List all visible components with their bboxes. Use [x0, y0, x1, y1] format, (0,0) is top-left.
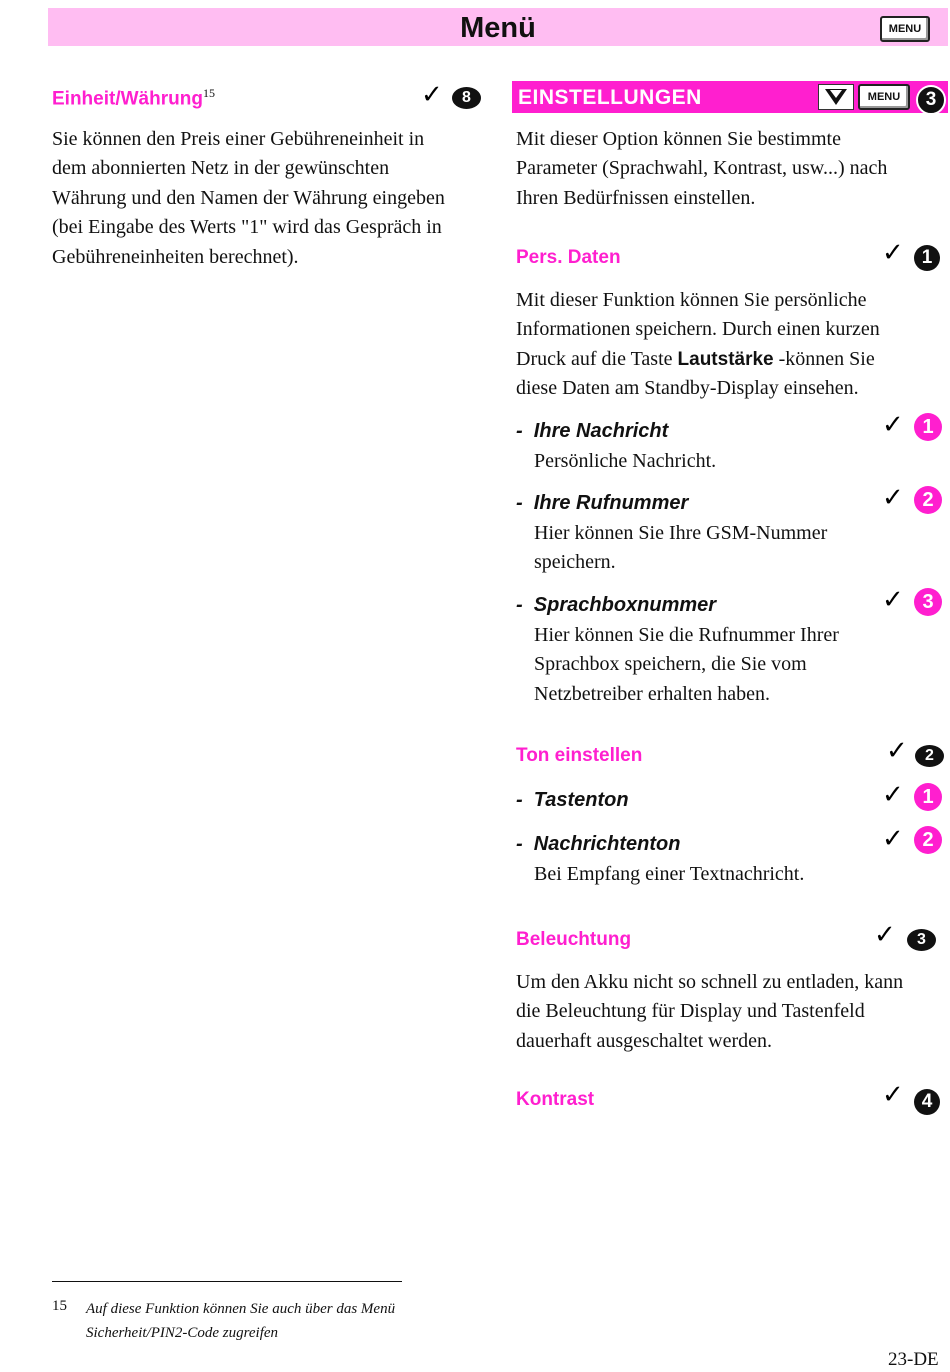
text-line: Sie können den Preis einer Gebühreneinheit in — [52, 128, 425, 150]
nav-down-key-icon — [818, 84, 854, 110]
text-line: Netzbetreiber erhalten haben. — [534, 682, 770, 705]
text-line: Währung und den Namen der Währung eingeben — [52, 186, 445, 209]
beleuchtung-paragraph — [516, 968, 946, 1056]
heading-ton-einstellen: Ton einstellen — [516, 745, 643, 766]
item-description — [534, 621, 839, 709]
text-line: dauerhaft ausgeschaltet werden. — [516, 1029, 772, 1052]
item-nachrichtenton — [516, 833, 680, 856]
item-dash: - — [516, 420, 523, 442]
text-line: Hier können Sie die Rufnummer Ihrer — [534, 624, 839, 646]
text-line: Sprachbox speichern, die Sie vom — [534, 653, 807, 676]
text-line: Gebühreneinheiten berechnet). — [52, 245, 299, 268]
item-title: Ihre Nachricht — [533, 420, 669, 442]
number-2-pink-icon: 2 — [914, 486, 942, 514]
check-icon: ✓ — [882, 780, 904, 810]
item-description — [534, 519, 827, 578]
text-line: (bei Eingabe des Werts "1" wird das Gespräch in — [52, 216, 442, 239]
item-description: Persönliche Nachricht. — [534, 450, 717, 472]
text-line: speichern. — [534, 551, 616, 574]
item-title: Tastenton — [533, 789, 629, 811]
footnote-divider — [52, 1281, 402, 1282]
text-line: Hier können Sie Ihre GSM-Nummer — [534, 522, 828, 544]
check-icon: ✓ — [874, 920, 896, 950]
text-line: Mit dieser Funktion können Sie persönliche — [516, 289, 867, 311]
text-line: Auf diese Funktion können Sie auch über das Menü — [86, 1301, 396, 1317]
heading-label: Einheit/Währung — [52, 88, 203, 110]
item-dash: - — [516, 789, 523, 811]
check-icon: ✓ — [882, 238, 904, 268]
heading-einheit-waehrung — [52, 86, 215, 110]
number-2-pink-icon: 2 — [914, 826, 942, 854]
text-fragment: -können Sie — [773, 347, 875, 370]
text-line: Sicherheit/PIN2-Code zugreifen — [86, 1325, 279, 1341]
item-title: Ihre Rufnummer — [533, 492, 689, 514]
menu-key-icon: MENU — [858, 84, 910, 110]
page-number: 23-DE — [888, 1349, 939, 1370]
number-3-icon: 3 — [907, 929, 936, 951]
heading-pers-daten: Pers. Daten — [516, 247, 621, 268]
check-icon: ✓ — [886, 736, 908, 766]
item-description: Bei Empfang einer Textnachricht. — [534, 863, 805, 885]
number-1-pink-icon: 1 — [914, 783, 942, 811]
check-icon: ✓ — [882, 824, 904, 854]
item-dash: - — [516, 594, 523, 616]
footnote-ref: 15 — [202, 86, 215, 100]
check-icon: ✓ — [882, 1080, 904, 1110]
text-line: Um den Akku nicht so schnell zu entladen, kann — [516, 971, 904, 993]
number-3-icon: 3 — [916, 85, 946, 115]
heading-kontrast: Kontrast — [516, 1089, 595, 1110]
text-line: Mit dieser Option können Sie bestimmte — [516, 128, 841, 150]
text-line: die Beleuchtung für Display und Tastenfeld — [516, 1000, 865, 1023]
key-name-lautstaerke: Lautstärke — [677, 348, 774, 370]
einheit-paragraph — [52, 125, 492, 272]
down-arrow-icon — [819, 85, 853, 109]
item-dash: - — [516, 833, 523, 855]
section-title: EINSTELLUNGEN — [518, 86, 702, 109]
text-line: Informationen speichern. Durch einen kurzen — [516, 318, 880, 341]
check-icon: ✓ — [882, 483, 904, 513]
einstellungen-intro — [516, 125, 946, 213]
text-fragment: Druck auf die Taste — [516, 347, 678, 370]
pers-daten-paragraph — [516, 286, 946, 404]
page-title: Menü — [460, 12, 536, 44]
item-title: Nachrichtenton — [533, 833, 681, 855]
number-4-icon: 4 — [914, 1089, 940, 1115]
number-3-pink-icon: 3 — [914, 588, 942, 616]
item-ihre-rufnummer — [516, 492, 688, 515]
footnote-text — [86, 1297, 395, 1345]
text-line: dem abonnierten Netz in der gewünschten — [52, 157, 390, 180]
footnote-number: 15 — [52, 1298, 67, 1314]
item-tastenton — [516, 789, 629, 812]
number-1-pink-icon: 1 — [914, 413, 942, 441]
number-8-icon: 8 — [452, 87, 481, 109]
number-1-icon: 1 — [914, 245, 940, 271]
check-icon: ✓ — [421, 80, 443, 110]
heading-beleuchtung: Beleuchtung — [516, 929, 632, 950]
text-line: Ihren Bedürfnissen einstellen. — [516, 186, 756, 209]
number-2-icon: 2 — [915, 745, 944, 767]
item-sprachboxnummer — [516, 594, 716, 617]
item-dash: - — [516, 492, 523, 514]
check-icon: ✓ — [882, 410, 904, 440]
item-title: Sprachboxnummer — [533, 594, 717, 616]
text-line — [516, 345, 946, 374]
item-ihre-nachricht — [516, 420, 668, 443]
menu-key-icon: MENU — [880, 16, 930, 42]
check-icon: ✓ — [882, 585, 904, 615]
text-line: Parameter (Sprachwahl, Kontrast, usw...) nach — [516, 157, 888, 180]
text-line: diese Daten am Standby-Display einsehen. — [516, 377, 859, 400]
